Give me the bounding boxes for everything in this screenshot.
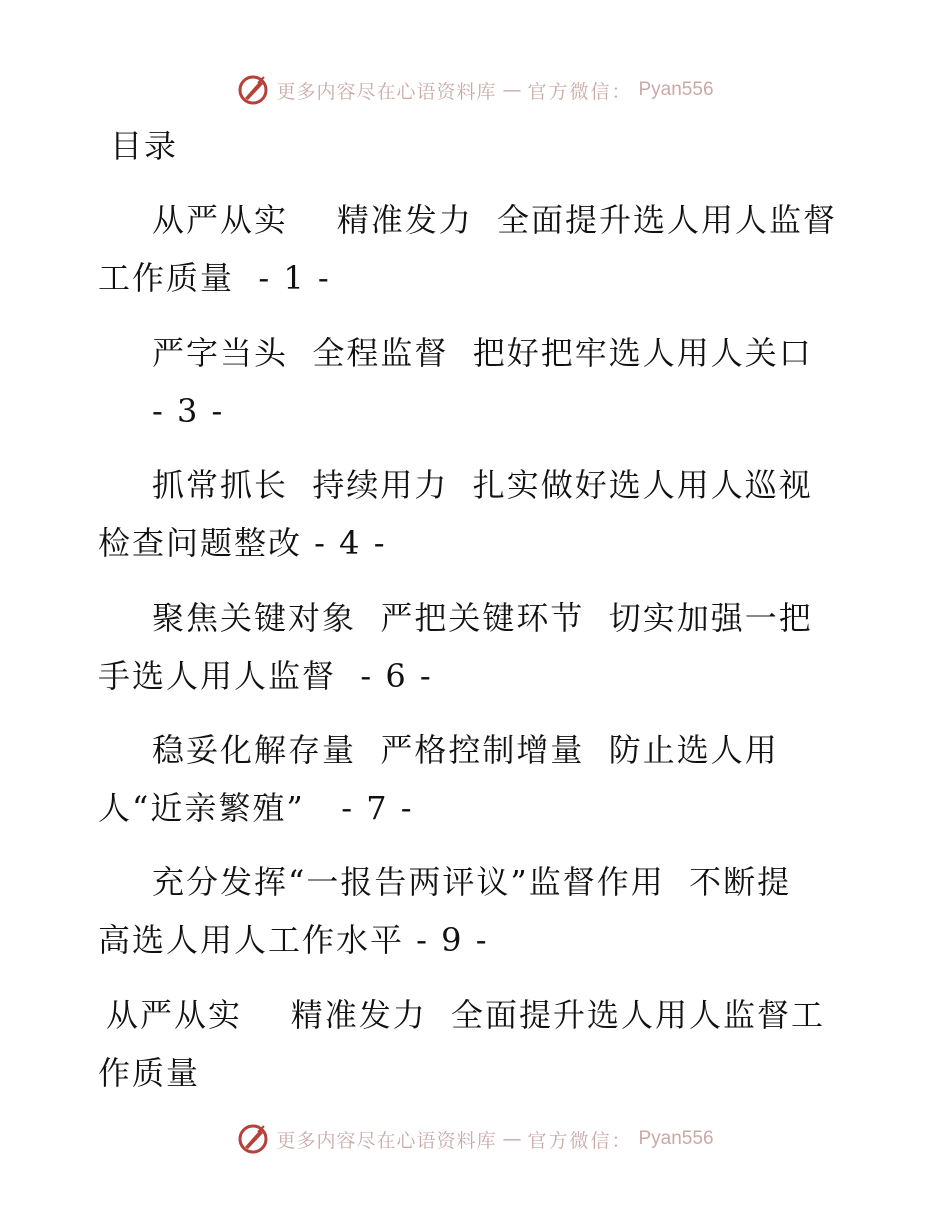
watermark-label: 官方微信： — [527, 80, 633, 103]
header-watermark — [0, 70, 950, 110]
toc-entry-line: - 3 - — [152, 392, 225, 430]
watermark-separator: — — [502, 1128, 522, 1150]
watermark-separator: — — [502, 79, 522, 101]
toc-entry-line: 稳妥化解存量 严格控制增量 防止选人用 — [152, 731, 779, 769]
feather-pen-icon — [236, 1122, 270, 1156]
toc-entry-line: 检查问题整改 - 4 - — [98, 524, 387, 562]
watermark-id: Pyan556 — [638, 1128, 714, 1149]
watermark-label: 官方微信： — [527, 1129, 633, 1152]
toc-entry-line: 充分发挥“一报告两评议”监督作用 不断提 — [152, 863, 792, 901]
watermark-text: 更多内容尽在心语资料库 — [276, 80, 497, 103]
section-heading-line: 从严从实 精准发力 全面提升选人用人监督工 — [106, 996, 826, 1034]
toc-entry-line: 工作质量 - 1 - — [98, 259, 331, 297]
feather-pen-icon — [236, 73, 270, 107]
toc-entry-line: 抓常抓长 持续用力 扎实做好选人用人巡视 — [152, 466, 813, 504]
toc-entry-line: 从严从实 精准发力 全面提升选人用人监督 — [152, 201, 838, 239]
toc-entry-line: 人“近亲繁殖” - 7 - — [98, 789, 414, 827]
watermark-text: 更多内容尽在心语资料库 — [276, 1129, 497, 1152]
toc-entry-line: 高选人用人工作水平 - 9 - — [98, 921, 489, 959]
watermark-id: Pyan556 — [638, 79, 714, 100]
footer-watermark — [0, 1119, 950, 1159]
toc-entry-line: 聚焦关键对象 严把关键环节 切实加强一把 — [152, 599, 813, 637]
toc-title: 目录 — [110, 127, 179, 165]
toc-entry-line: 手选人用人监督 - 6 - — [98, 657, 433, 695]
section-heading-line: 作质量 — [98, 1054, 201, 1092]
toc-entry-line: 严字当头 全程监督 把好把牢选人用人关口 — [152, 334, 813, 372]
